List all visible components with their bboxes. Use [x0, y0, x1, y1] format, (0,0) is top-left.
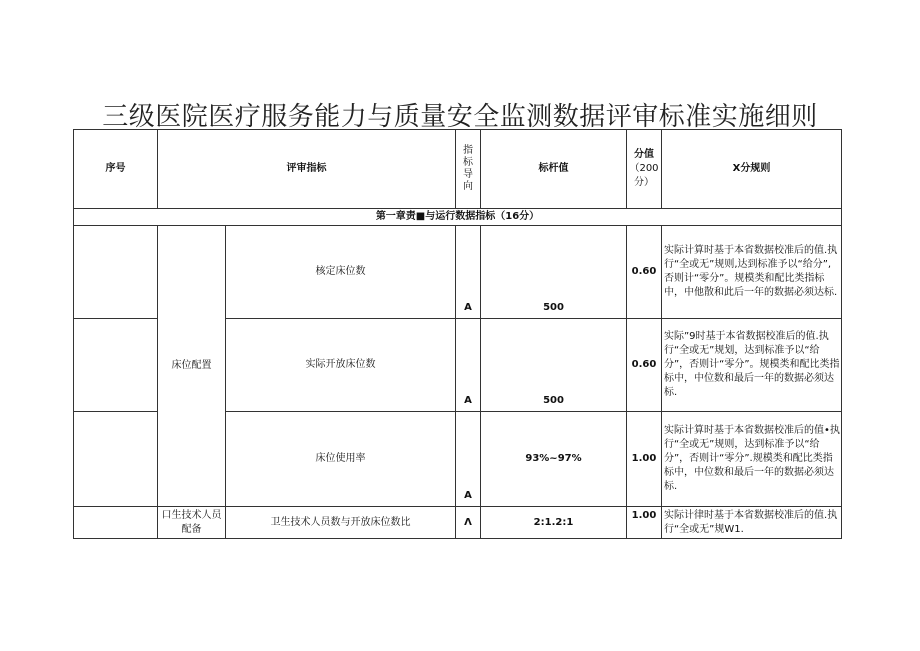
seq-cell	[74, 226, 158, 319]
header-seq: 序号	[74, 130, 158, 209]
chapter-title: 第一章责■与运行数据指标（16分）	[74, 209, 842, 226]
score-value: 1.00	[627, 507, 662, 539]
group-name: 床位配置	[158, 226, 226, 507]
table-row	[74, 226, 842, 319]
table-row	[74, 507, 842, 539]
score-value: 0.60	[627, 319, 662, 412]
seq-cell	[74, 319, 158, 412]
benchmark-value: 500	[481, 226, 627, 319]
group-name: 口生技术人员配备	[158, 507, 226, 539]
direction-value: A	[456, 412, 481, 507]
benchmark-value: 500	[481, 319, 627, 412]
chapter-row	[74, 209, 842, 226]
evaluation-table	[73, 129, 842, 539]
benchmark-value: 2:1.2:1	[481, 507, 627, 539]
indicator-name: 实际开放床位数	[226, 319, 456, 412]
table-header-row	[74, 130, 842, 209]
rule-text: 实际计算时基于本省数据校准后的值.执行“全或无”规则,达到标准予以“给分”,否则计“零分”。规模类和配比类指标中，中他散和此后一年的数据必须达标.	[662, 226, 842, 319]
header-indicator: 评审指标	[158, 130, 456, 209]
header-score-max: （200分）	[629, 163, 659, 188]
seq-cell	[74, 507, 158, 539]
header-score: 分值	[634, 149, 654, 160]
rule-text: 实际计律时基于本省数据校准后的值.执行“全或无”规W1.	[662, 507, 842, 539]
indicator-name: 核定床位数	[226, 226, 456, 319]
benchmark-value: 93%~97%	[481, 412, 627, 507]
score-value: 1.00	[627, 412, 662, 507]
indicator-name: 床位使用率	[226, 412, 456, 507]
indicator-name: 卫生技术人员数与开放床位数比	[226, 507, 456, 539]
header-rule: X分规则	[662, 130, 842, 209]
direction-value: Λ	[456, 507, 481, 539]
header-benchmark: 标杆值	[481, 130, 627, 209]
header-score-cell	[627, 130, 662, 209]
score-value: 0.60	[627, 226, 662, 319]
rule-text: 实际”9时基于本省数据校准后的值.执行“全或无”规划，达到标准予以“给分”，否则计“零分”。规模类和配比类指标中，中位数和最后一年的数据必须达标.	[662, 319, 842, 412]
header-direction-cell	[456, 130, 481, 209]
rule-text: 实际计算时基于本省数据校准后的值•执行“全或无”规则，达到标准予以“给分”，否则计“零分”.规模类和配比类指标中，中位数和最后一年的数据必须达标.	[662, 412, 842, 507]
seq-cell	[74, 412, 158, 507]
page-title: 三级医院医疗服务能力与质量安全监测数据评审标准实施细则	[102, 102, 818, 132]
direction-value: A	[456, 319, 481, 412]
header-direction: 指标导向	[463, 145, 473, 192]
direction-value: A	[456, 226, 481, 319]
